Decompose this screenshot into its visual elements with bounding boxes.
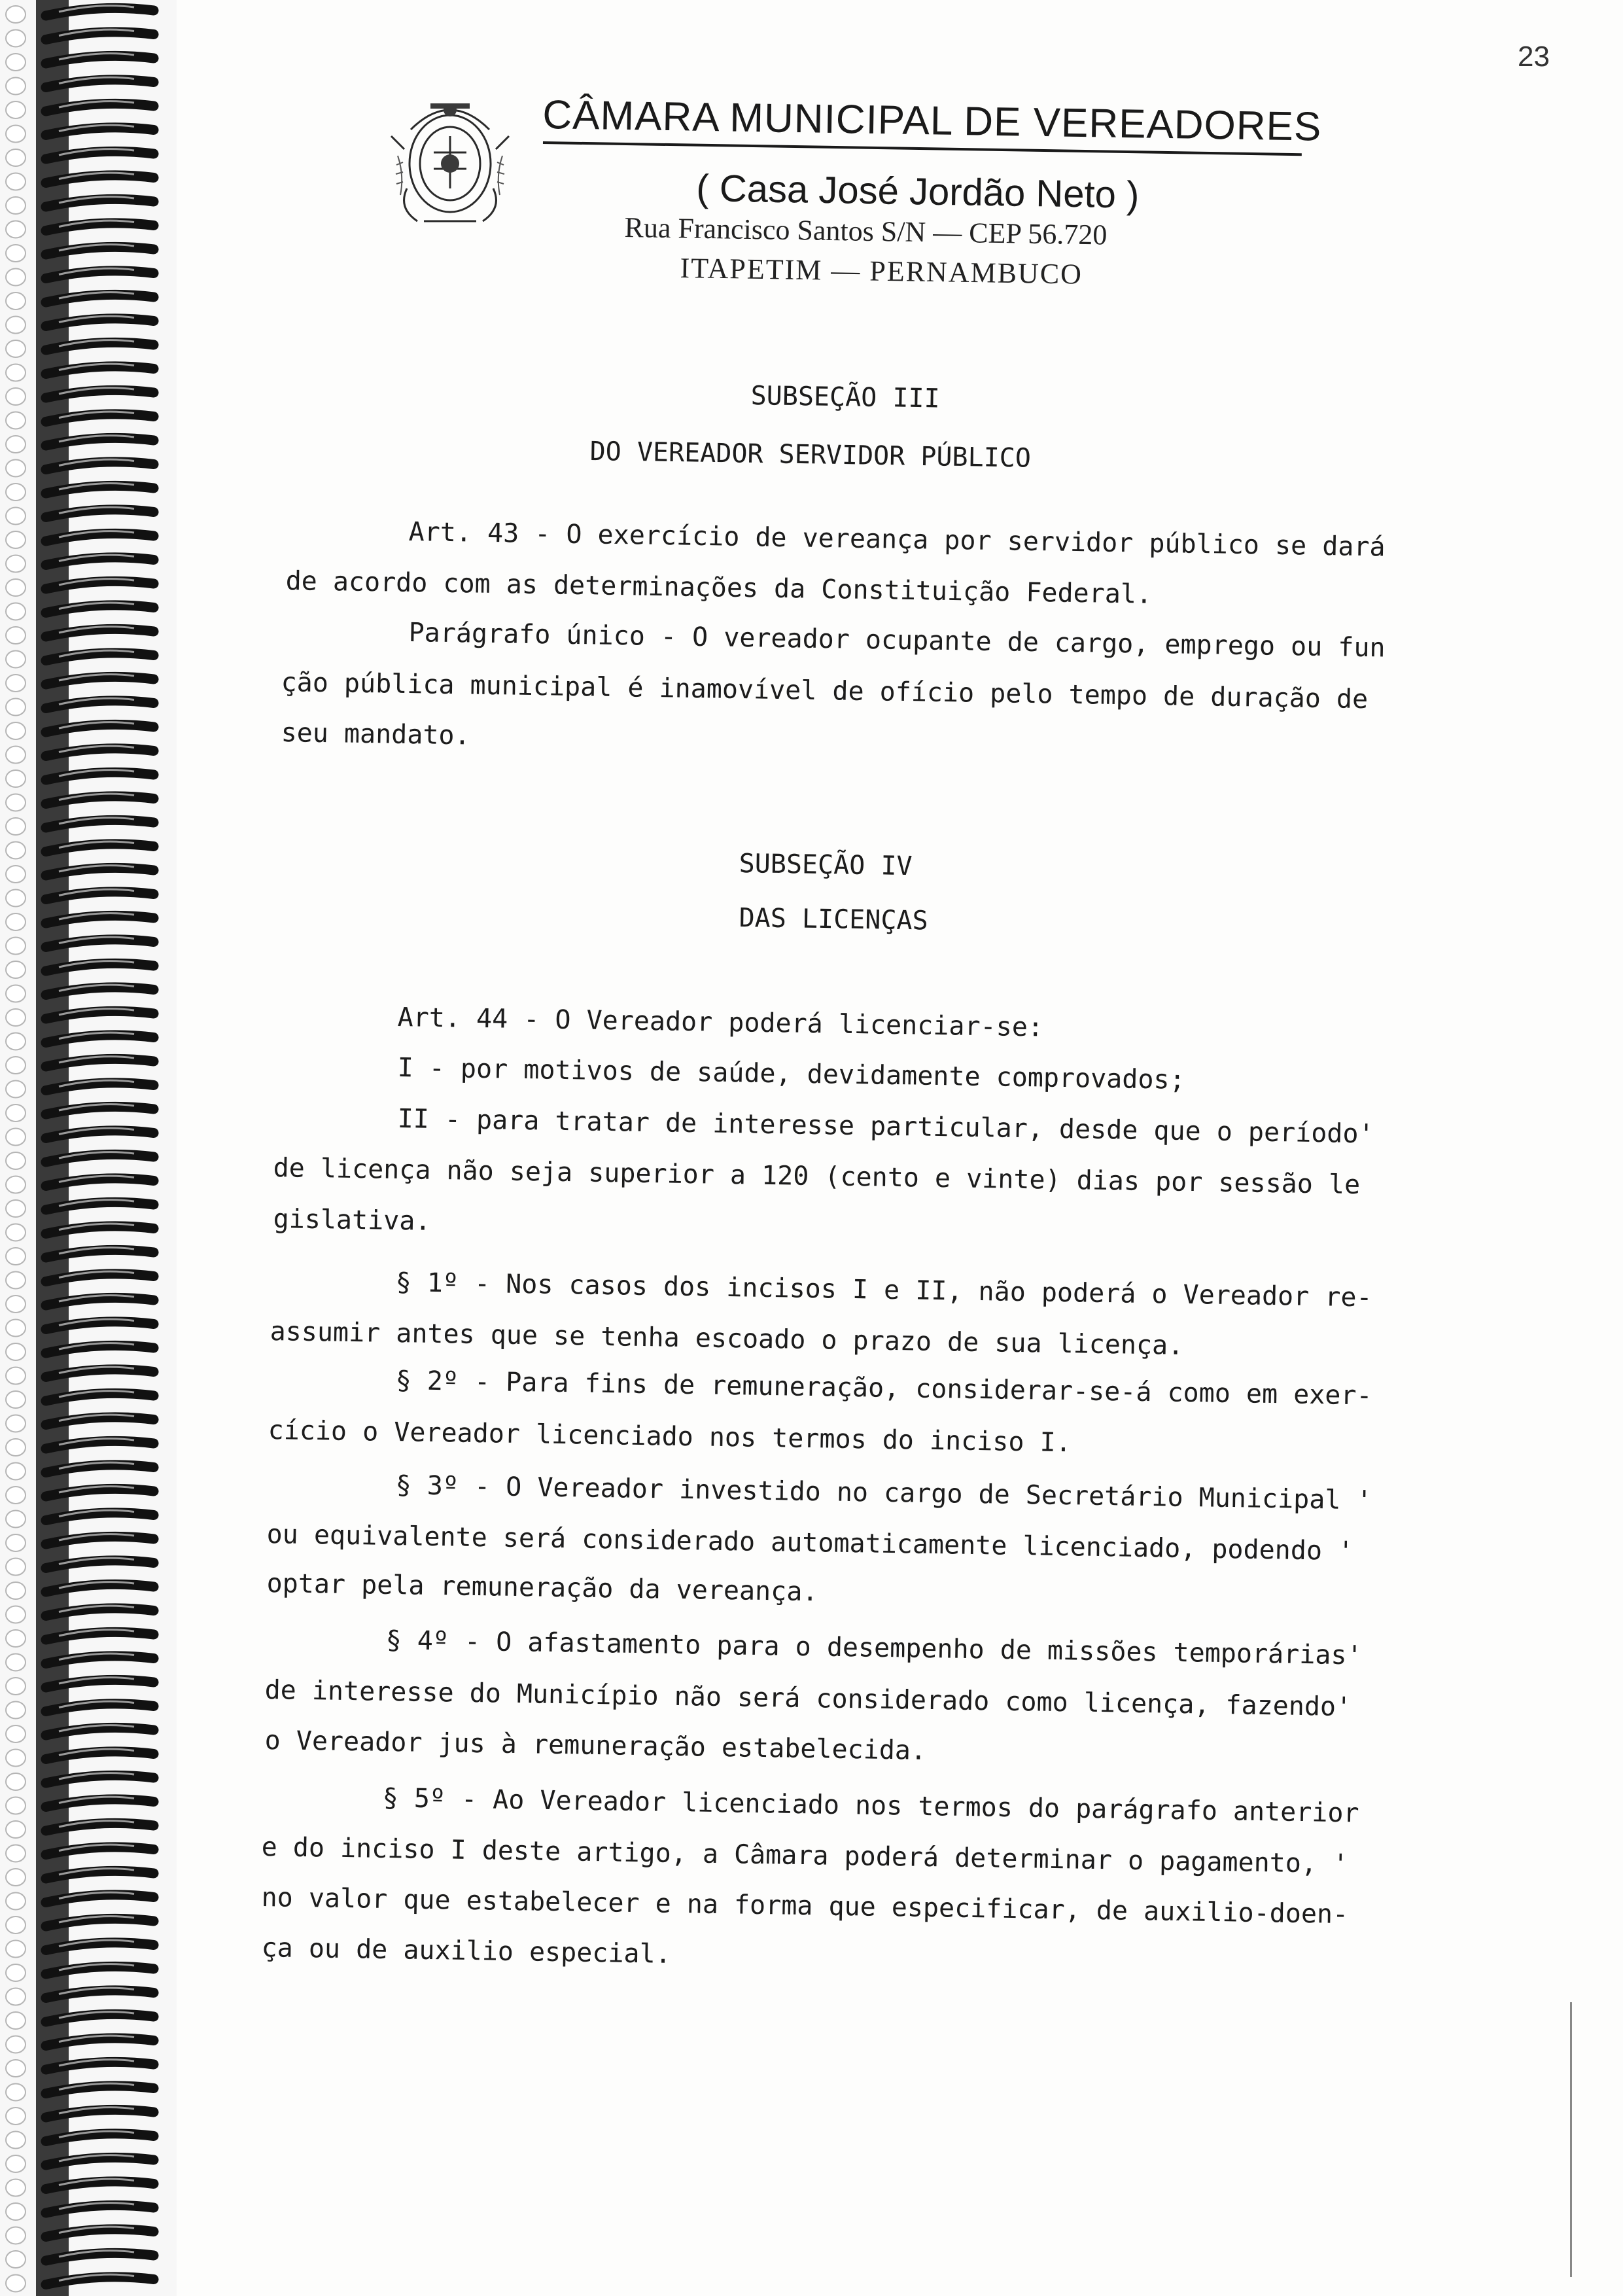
binding-hole [6, 245, 26, 262]
binding-hole [6, 1988, 26, 2005]
binding-hole [6, 938, 26, 955]
binding-hole [6, 531, 26, 548]
binding-hole [6, 818, 26, 835]
binding-hole [6, 1176, 26, 1193]
body-line: cício o Vereador licenciado nos termos do inciso I. [268, 1415, 1072, 1458]
binding-hole [6, 30, 26, 47]
binding-hole [6, 913, 26, 930]
body-line: no valor que estabelecer e na forma que especificar, de auxilio-doen- [261, 1882, 1349, 1930]
binding-hole [6, 1702, 26, 1719]
binding-hole [6, 126, 26, 143]
binding-hole [6, 173, 26, 190]
binding-hole [6, 508, 26, 525]
binding-hole [6, 1152, 26, 1169]
body-line: § 5º - Ao Vereador licenciado nos termos do parágrafo anterior [382, 1783, 1359, 1829]
binding-hole [6, 2251, 26, 2268]
binding-hole [6, 1320, 26, 1337]
binding-hole [6, 1033, 26, 1050]
binding-hole [6, 1678, 26, 1695]
binding-hole [6, 1224, 26, 1241]
binding-hole [6, 2108, 26, 2125]
municipal-seal-icon [385, 90, 515, 231]
binding-hole [6, 78, 26, 95]
binding-hole [6, 1129, 26, 1146]
section-subheading: DAS LICENÇAS [739, 903, 928, 936]
binding-hole [6, 1463, 26, 1480]
binding-hole [6, 1368, 26, 1385]
binding-hole [6, 1725, 26, 1742]
section-subheading: DO VEREADOR SERVIDOR PÚBLICO [589, 436, 1032, 474]
binding-hole [6, 460, 26, 477]
body-line: Art. 43 - O exercício de vereança por servidor público se dará [408, 517, 1386, 563]
binding-hole [6, 1821, 26, 1838]
binding-hole [6, 412, 26, 429]
binding-hole [6, 1248, 26, 1265]
binding-hole [6, 1750, 26, 1767]
binding-hole [6, 722, 26, 739]
body-line: Art. 44 - O Vereador poderá licenciar-se: [397, 1002, 1044, 1043]
binding-hole [6, 1439, 26, 1456]
council-subtitle: ( Casa José Jordão Neto ) [695, 166, 1140, 217]
binding-hole [6, 699, 26, 716]
binding-hole [6, 1009, 26, 1026]
binding-hole [6, 1845, 26, 1862]
body-line: § 1º - Nos casos dos incisos I e II, não poderá o Vereador re- [395, 1267, 1372, 1313]
binding-hole [6, 2180, 26, 2197]
body-line: I - por motivos de saúde, devidamente comprovados; [397, 1053, 1186, 1095]
binding-hole [6, 1964, 26, 1981]
binding-hole [6, 1296, 26, 1313]
binding-hole [6, 1511, 26, 1528]
binding-hole [6, 340, 26, 357]
binding-hole [6, 1487, 26, 1504]
binding-hole [6, 866, 26, 883]
body-line: Parágrafo único - O vereador ocupante de cargo, emprego ou fun [408, 618, 1386, 663]
binding-hole [6, 2036, 26, 2053]
binding-hole [6, 1559, 26, 1576]
binding-hole [6, 961, 26, 978]
body-line: ou equivalente será considerado automaticamente licenciado, podendo ' [266, 1519, 1354, 1567]
body-line: e do inciso I deste artigo, a Câmara poderá determinar o pagamento, ' [261, 1832, 1349, 1880]
binding-hole [6, 1081, 26, 1098]
binding-hole [6, 1582, 26, 1599]
body-line: § 2º - Para fins de remuneração, considerar-se-á como em exer- [395, 1366, 1372, 1411]
binding-hole [6, 1893, 26, 1910]
body-line: assumir antes que se tenha escoado o prazo de sua licença. [270, 1316, 1184, 1361]
binding-hole [6, 221, 26, 238]
binding-hole [6, 1916, 26, 1934]
binding-hole [6, 149, 26, 166]
body-line: o Vereador jus à remuneração estabelecida. [264, 1725, 927, 1766]
binding-hole [6, 747, 26, 764]
binding-hole [6, 101, 26, 118]
body-line: de interesse do Município não será considerado como licença, fazendo' [264, 1675, 1352, 1723]
section-heading: SUBSEÇÃO IV [739, 849, 913, 882]
binding-hole [6, 1343, 26, 1360]
binding-hole [6, 985, 26, 1002]
binding-hole [6, 794, 26, 811]
binding-hole [6, 627, 26, 644]
binding-hole [6, 269, 26, 286]
binding-hole [6, 842, 26, 859]
binding-hole [6, 436, 26, 453]
council-address: Rua Francisco Santos S/N — CEP 56.720 [624, 211, 1108, 251]
binding-hole [6, 1797, 26, 1814]
binding-hole [6, 1941, 26, 1958]
body-line: § 3º - O Vereador investido no cargo de Secretário Municipal ' [395, 1470, 1372, 1516]
binding-hole [6, 2084, 26, 2101]
body-line: de licença não seja superior a 120 (cento e vinte) dias por sessão le [273, 1153, 1361, 1201]
binding-hole [6, 579, 26, 596]
binding-hole [6, 2132, 26, 2149]
binding-hole [6, 292, 26, 309]
binding-hole [6, 1104, 26, 1122]
binding-hole [6, 2203, 26, 2220]
binding-hole [6, 2060, 26, 2077]
council-city: ITAPETIM — PERNAMBUCO [680, 251, 1083, 291]
binding-hole [6, 651, 26, 668]
binding-hole [6, 484, 26, 501]
binding-hole [6, 1630, 26, 1647]
binding-hole [6, 1200, 26, 1217]
binding-hole [6, 1057, 26, 1074]
body-line: ção pública municipal é inamovível de ofício pelo tempo de duração de [281, 667, 1369, 715]
binding-hole [6, 2275, 26, 2292]
binding-hole [6, 6, 26, 23]
binding-hole [6, 388, 26, 405]
body-line: optar pela remuneração da vereança. [266, 1568, 818, 1608]
binding-hole [6, 1534, 26, 1551]
scan-edge-mark [1570, 2002, 1572, 2277]
binding-hole [6, 1606, 26, 1623]
binding-hole [6, 1391, 26, 1408]
page-number: 23 [1518, 41, 1550, 73]
binding-hole [6, 1654, 26, 1671]
binding-hole [6, 2012, 26, 2029]
binding-hole [6, 54, 26, 71]
binding-hole [6, 364, 26, 381]
binding-hole [6, 603, 26, 620]
council-title: CÂMARA MUNICIPAL DE VEREADORES [542, 92, 1322, 150]
binding-hole [6, 770, 26, 787]
spiral-binding [0, 0, 177, 2296]
body-line: gislativa. [273, 1204, 431, 1237]
binding-hole [6, 197, 26, 214]
binding-hole [6, 556, 26, 573]
binding-hole [6, 2155, 26, 2172]
body-line: de acordo com as determinações da Constituição Federal. [285, 566, 1153, 610]
binding-hole [6, 317, 26, 334]
body-line: II - para tratar de interesse particular, desde que o período' [397, 1104, 1374, 1150]
section-heading: SUBSEÇÃO III [750, 381, 940, 414]
binding-hole [6, 675, 26, 692]
binding-hole [6, 1415, 26, 1432]
binding-hole [6, 1773, 26, 1790]
spiral-binding-graphic [0, 0, 177, 2296]
body-line: § 4º - O afastamento para o desempenho de missões temporárias' [385, 1625, 1363, 1671]
binding-hole [6, 1869, 26, 1886]
body-line: seu mandato. [281, 718, 470, 751]
body-line: ça ou de auxilio especial. [261, 1933, 672, 1969]
binding-hole [6, 890, 26, 907]
binding-hole [6, 1272, 26, 1289]
binding-hole [6, 2227, 26, 2244]
